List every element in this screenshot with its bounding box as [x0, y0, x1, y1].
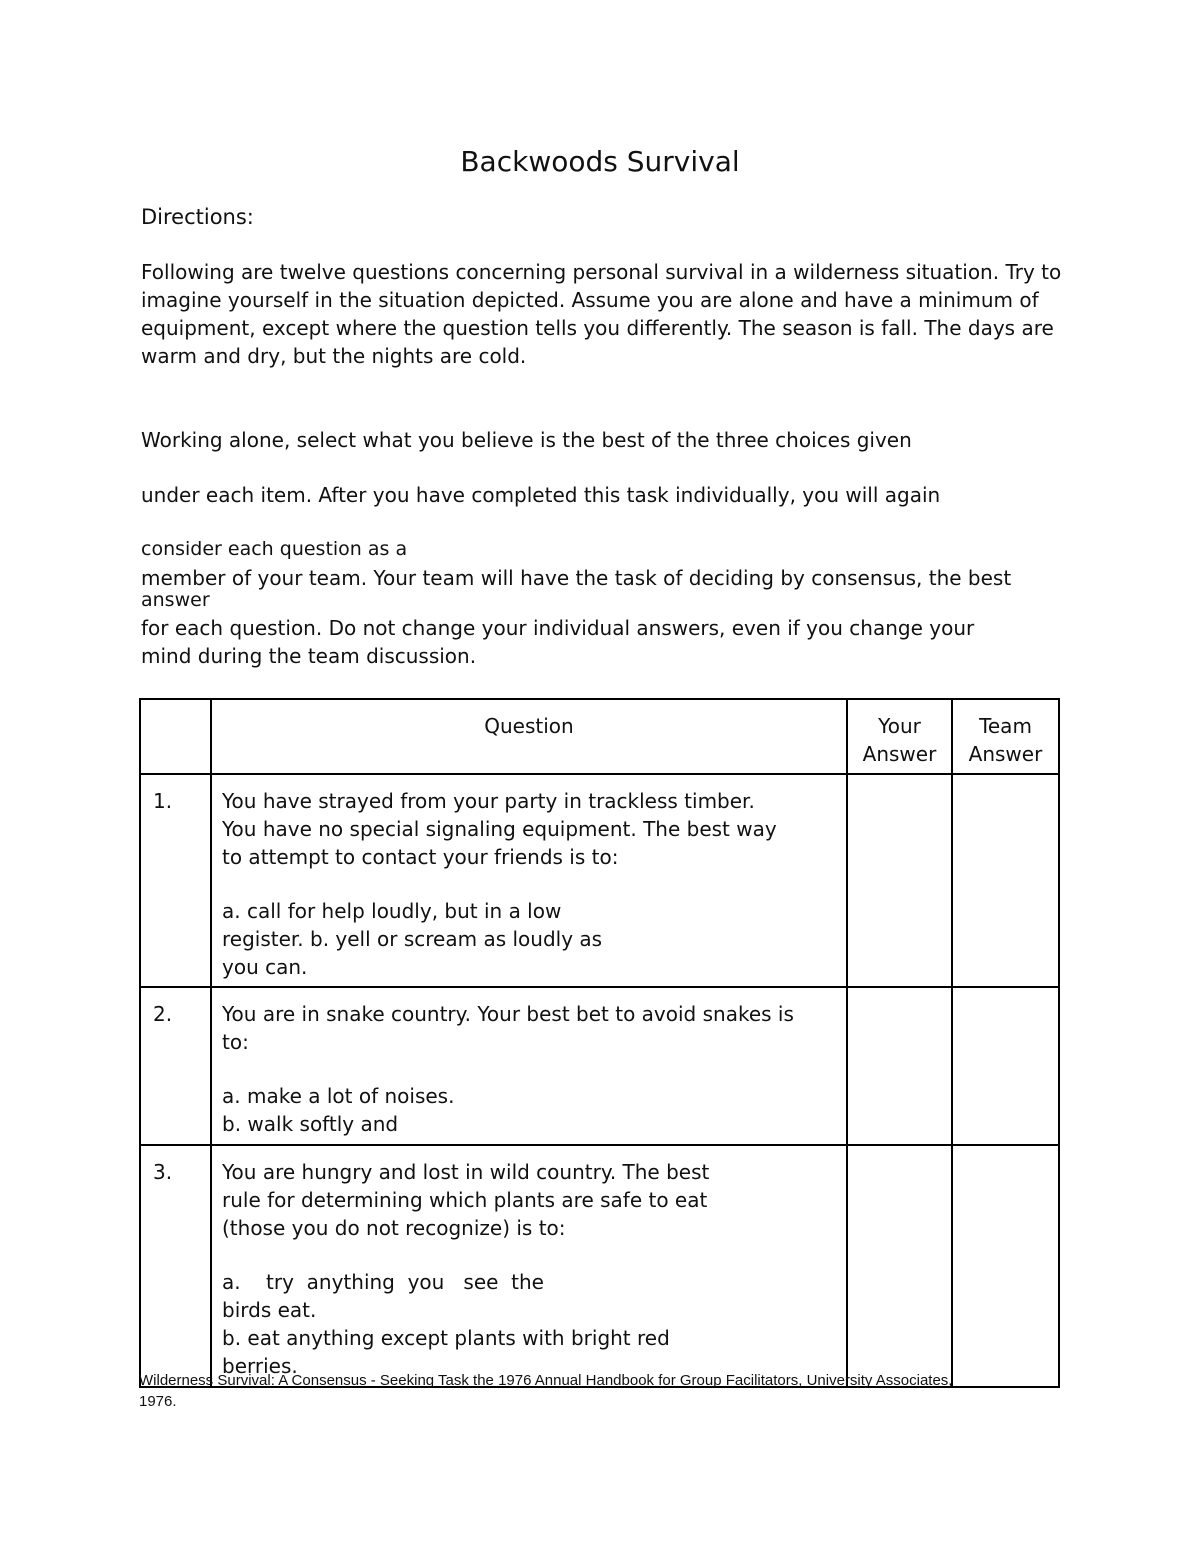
instructions-line-2: under each item. After you have completed this task individually, you will again: [141, 483, 941, 507]
answer-option: b. walk softly and: [222, 1112, 399, 1136]
question-stem-line: rule for determining which plants are safe to eat: [222, 1188, 708, 1212]
instructions-line-7: mind during the team discussion.: [141, 644, 477, 668]
answer-option: a. try anything you see the: [222, 1270, 544, 1294]
question-stem-line: You are in snake country. Your best bet to avoid snakes is: [222, 1002, 794, 1026]
header-number-cell: [140, 699, 211, 774]
question-stem-line: You have strayed from your party in trackless timber.: [222, 789, 755, 813]
header-your-answer-label: Answer: [862, 742, 937, 766]
answer-option: you can.: [222, 955, 308, 979]
footer-citation: [139, 1370, 1039, 1412]
intro-paragraph: Following are twelve questions concerning personal survival in a wilderness situation. Try to imagine yourself in the situation depicted. Assume you are alone and have a minimum of equipment, except where the question tells you differently. The season is fall. The days are warm and dry, but the nights are cold.: [141, 260, 1062, 368]
header-your-answer: [847, 699, 952, 774]
table-row: [140, 774, 1059, 987]
header-your-label: Your: [878, 714, 921, 738]
answer-option: berries.: [222, 1354, 298, 1378]
question-stem-line: to attempt to contact your friends is to:: [222, 845, 619, 869]
header-question-label: Question: [484, 714, 574, 738]
header-team-answer: [952, 699, 1059, 774]
question-cell: [211, 1145, 847, 1387]
question-stem-line: (those you do not recognize) is to:: [222, 1216, 566, 1240]
instructions-line-1: Working alone, select what you believe is the best of the three choices given: [141, 428, 912, 452]
your-answer-cell[interactable]: [847, 987, 952, 1145]
table-row: [140, 987, 1059, 1145]
instructions-line-3: consider each question as a: [141, 538, 408, 560]
question-stem-line: to:: [222, 1030, 249, 1054]
footer-citation-year: 1976.: [139, 1393, 177, 1410]
answer-option: birds eat.: [222, 1298, 317, 1322]
answer-option: a. make a lot of noises.: [222, 1084, 455, 1108]
instructions-line-5: answer: [141, 589, 210, 611]
question-stem-line: You have no special signaling equipment. The best way: [222, 817, 777, 841]
footer-citation-line: Wilderness Survival: A Consensus - Seeking Task the 1976 Annual Handbook for Group Facilitators, University Associates,: [139, 1372, 953, 1389]
table-header-row: [140, 699, 1059, 774]
answer-option: a. call for help loudly, but in a low: [222, 899, 562, 923]
question-number: 2.: [140, 987, 211, 1145]
answer-option: register. b. yell or scream as loudly as: [222, 927, 603, 951]
question-stem-line: You are hungry and lost in wild country. The best: [222, 1160, 710, 1184]
question-cell: [211, 774, 847, 987]
directions-label: Directions:: [141, 205, 254, 229]
instructions-line-4: member of your team. Your team will have the task of deciding by consensus, the best: [141, 566, 1012, 590]
header-team-label: Team: [979, 714, 1032, 738]
your-answer-cell[interactable]: [847, 774, 952, 987]
team-answer-cell[interactable]: [952, 774, 1059, 987]
team-answer-cell[interactable]: [952, 987, 1059, 1145]
table-row: [140, 1145, 1059, 1387]
instructions-line-6: for each question. Do not change your individual answers, even if you change your: [141, 616, 975, 640]
your-answer-cell[interactable]: [847, 1145, 952, 1387]
question-number: 3.: [140, 1145, 211, 1387]
questions-table: [139, 698, 1060, 1388]
answer-option: b. eat anything except plants with bright red: [222, 1326, 670, 1350]
team-answer-cell[interactable]: [952, 1145, 1059, 1387]
header-team-answer-label: Answer: [968, 742, 1043, 766]
page-title: Backwoods Survival: [460, 145, 740, 178]
question-number: 1.: [140, 774, 211, 987]
question-cell: [211, 987, 847, 1145]
header-question: [211, 699, 847, 774]
